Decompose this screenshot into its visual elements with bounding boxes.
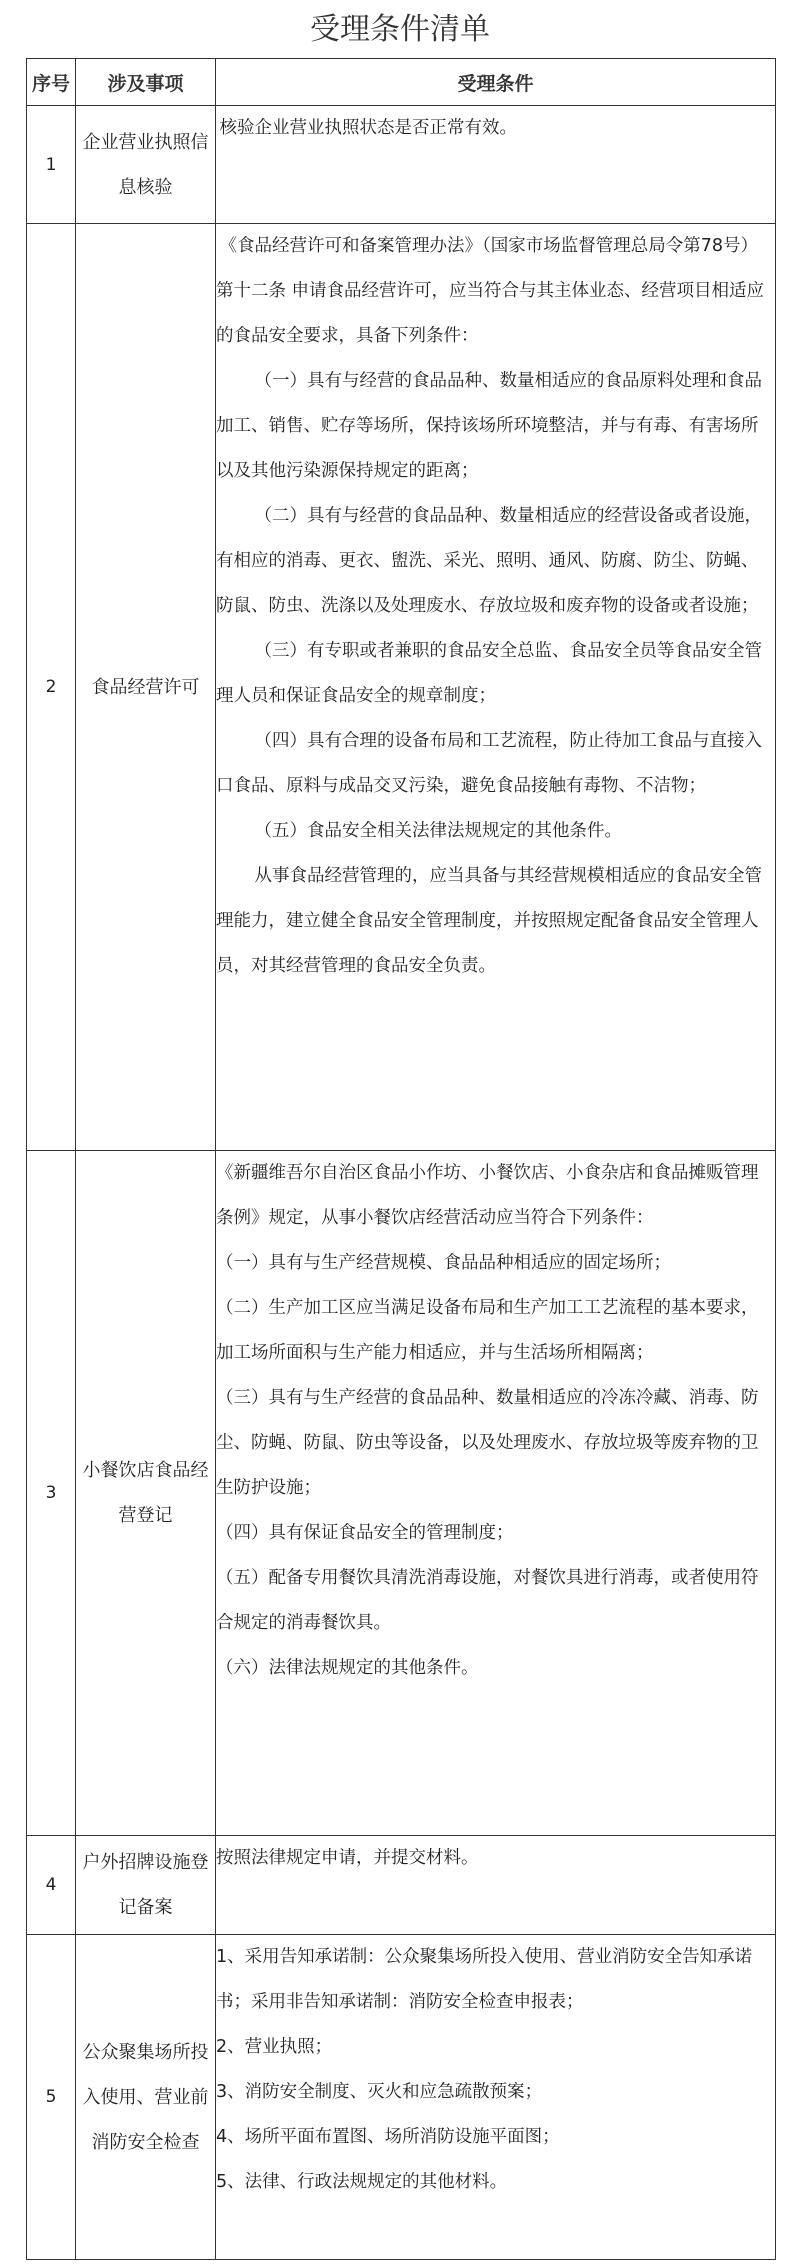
row-number: 3	[27, 1151, 76, 1836]
condition-text: 2、营业执照；	[216, 2037, 333, 2057]
table-header-row	[27, 59, 776, 106]
condition-text: 从事食品经营管理的，应当具备与其经营规模相适应的食品安全管理能力，建立健全食品安全管理制度，并按照规定配备食品安全管理人员，对其经营管理的食品安全负责。	[216, 866, 762, 976]
condition-text: （四）具有保证食品安全的管理制度；	[216, 1523, 514, 1543]
table-row	[27, 1935, 776, 2260]
row-number: 4	[27, 1836, 76, 1935]
table-row	[27, 1151, 776, 1836]
row-number: 2	[27, 224, 76, 1151]
header-item: 涉及事项	[76, 59, 216, 106]
table-row	[27, 106, 776, 224]
condition-text: （五）配备专用餐饮具清洗消毒设施，对餐饮具进行消毒，或者使用符合规定的消毒餐饮具。	[216, 1568, 759, 1633]
condition-text: （二）具有与经营的食品品种、数量相适应的经营设备或者设施，有相应的消毒、更衣、盥洗、采光、照明、通风、防腐、防尘、防蝇、防鼠、防虫、洗涤以及处理废水、存放垃圾和废弃物的设备或者设施；	[216, 506, 762, 616]
header-cond: 受理条件	[216, 59, 776, 106]
condition-text: 3、消防安全制度、灭火和应急疏散预案；	[216, 2082, 543, 2102]
row-condition	[216, 224, 776, 1151]
condition-text: （六）法律法规规定的其他条件。	[216, 1658, 479, 1678]
row-condition	[216, 106, 776, 224]
table-row	[27, 224, 776, 1151]
row-condition	[216, 1151, 776, 1836]
row-number: 5	[27, 1935, 76, 2260]
row-item: 小餐饮店食品经营登记	[76, 1151, 216, 1836]
condition-text: （三）有专职或者兼职的食品安全总监、食品安全员等食品安全管理人员和保证食品安全的规章制度；	[216, 641, 762, 706]
condition-text: 4、场所平面布置图、场所消防设施平面图；	[216, 2127, 560, 2147]
condition-text: （五）食品安全相关法律法规规定的其他条件。	[254, 821, 622, 841]
row-item: 企业营业执照信息核验	[76, 106, 216, 224]
table-row	[27, 1836, 776, 1935]
row-condition	[216, 1935, 776, 2260]
row-number: 1	[27, 106, 76, 224]
row-condition	[216, 1836, 776, 1935]
row-item: 公众聚集场所投入使用、营业前消防安全检查	[76, 1935, 216, 2260]
conditions-table	[26, 58, 776, 2260]
condition-text: 《新疆维吾尔自治区食品小作坊、小餐饮店、小食杂店和食品摊贩管理条例》规定，从事小餐饮店经营活动应当符合下列条件：	[216, 1163, 759, 1228]
condition-text: （四）具有合理的设备布局和工艺流程，防止待加工食品与直接入口食品、原料与成品交叉污染，避免食品接触有毒物、不洁物；	[216, 731, 762, 796]
condition-text: 按照法律规定申请，并提交材料。	[216, 1848, 479, 1868]
condition-text: （三）具有与生产经营的食品品种、数量相适应的冷冻冷藏、消毒、防尘、防蝇、防鼠、防虫等设备，以及处理废水、存放垃圾等废弃物的卫生防护设施；	[216, 1388, 759, 1498]
condition-text: 5、法律、行政法规规定的其他材料。	[216, 2172, 508, 2192]
page-title: 受理条件清单	[310, 12, 490, 47]
condition-text: （一）具有与生产经营规模、食品品种相适应的固定场所；	[216, 1253, 671, 1273]
condition-text: （一）具有与经营的食品品种、数量相适应的食品原料处理和食品加工、销售、贮存等场所，保持该场所环境整洁，并与有毒、有害场所以及其他污染源保持规定的距离；	[216, 371, 762, 481]
condition-text: 1、采用告知承诺制：公众聚集场所投入使用、营业消防安全告知承诺书；采用非告知承诺制：消防安全检查申报表；	[216, 1947, 753, 2012]
row-item: 食品经营许可	[76, 224, 216, 1151]
condition-text: 《食品经营许可和备案管理办法》（国家市场监督管理总局令第78号）第十二条 申请食品经营许可，应当符合与其主体业态、经营项目相适应的食品安全要求，具备下列条件：	[216, 236, 765, 346]
condition-text: （二）生产加工区应当满足设备布局和生产加工工艺流程的基本要求，加工场所面积与生产能力相适应，并与生活场所相隔离；	[216, 1298, 759, 1363]
condition-text: 核验企业营业执照状态是否正常有效。	[219, 118, 517, 138]
header-no: 序号	[27, 59, 76, 106]
row-item: 户外招牌设施登记备案	[76, 1836, 216, 1935]
